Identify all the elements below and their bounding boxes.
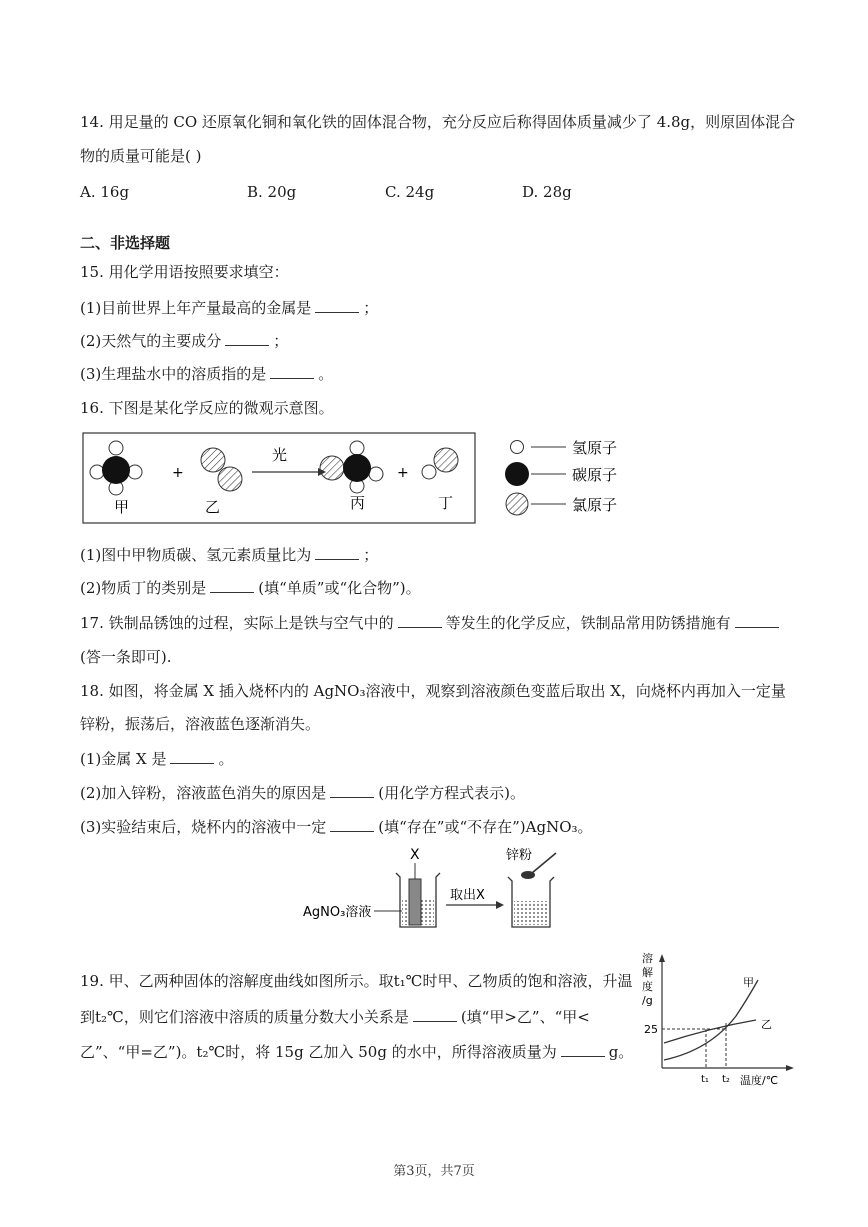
q15-part2-end: ； — [273, 332, 289, 350]
experiment-figure — [300, 843, 580, 933]
reaction-condition: 光 — [272, 446, 288, 464]
y-tick-25: 25 — [644, 1023, 658, 1036]
curve-yi-label: 乙 — [761, 1018, 772, 1031]
q19-line3 — [80, 1042, 633, 1062]
plus-1: + — [172, 465, 184, 481]
label-bing: 丙 — [350, 494, 366, 512]
q18-line2: 锌粉，振荡后，溶液蓝色逐渐消失。 — [80, 715, 321, 733]
q15-part2-text: (2)天然气的主要成分 — [80, 332, 222, 350]
answer-blank — [170, 749, 214, 764]
q16-part1 — [80, 545, 378, 565]
legend-hydrogen: 氢原子 — [572, 439, 618, 457]
zinc-label: 锌粉 — [506, 848, 533, 863]
q17-line1-b: 等发生的化学反应，铁制品常用防锈措施有 — [445, 614, 731, 632]
q15-part2 — [80, 331, 288, 351]
molecule-bing — [320, 441, 383, 493]
answer-blank — [330, 817, 374, 832]
solubility-graph — [640, 950, 800, 1090]
q14-line2: 物的质量可能是( ) — [80, 147, 202, 165]
y-label-4: /g — [642, 994, 653, 1007]
q19-line2 — [80, 1007, 590, 1027]
q17-line2: (答一条即可). — [80, 648, 172, 666]
q19-line2-b: (填“甲>乙”、“甲< — [460, 1008, 590, 1026]
q17-line1-a: 17. 铁制品锈蚀的过程，实际上是铁与空气中的 — [80, 614, 394, 632]
q14-option-b: B. 20g — [247, 183, 297, 201]
q18-part3-text: (3)实验结束后，烧杯内的溶液中一定 — [80, 818, 327, 836]
q14-line1: 14. 用足量的 CO 还原氧化铜和氧化铁的固体混合物，充分反应后称得固体质量减少了 4.8g，则原固体混合 — [80, 113, 796, 131]
q14-option-a: A. 16g — [80, 183, 130, 201]
curve-jia-label: 甲 — [743, 976, 754, 989]
q16-part1-end: ； — [363, 546, 379, 564]
q14-option-d: D. 28g — [522, 183, 572, 201]
plus-2: + — [397, 465, 409, 481]
q14-option-c: C. 24g — [385, 183, 435, 201]
legend-chlorine: 氯原子 — [572, 496, 618, 514]
q18-line1: 18. 如图，将金属 X 插入烧杯内的 AgNO₃溶液中，观察到溶液颜色变蓝后取出 X，向烧杯内再加入一定量 — [80, 682, 786, 700]
molecule-ding — [422, 448, 458, 479]
q18-part1 — [80, 749, 233, 769]
q15-part3 — [80, 364, 333, 384]
answer-blank — [561, 1042, 605, 1057]
answer-blank — [315, 298, 359, 313]
q19-line2-a: 到t₂℃，则它们溶液中溶质的质量分数大小关系是 — [80, 1008, 409, 1026]
label-yi: 乙 — [205, 498, 221, 516]
q16-stem: 16. 下图是某化学反应的微观示意图。 — [80, 399, 334, 417]
answer-blank — [413, 1007, 457, 1022]
diagram-legend — [505, 439, 617, 515]
arrow-label: 取出X — [450, 888, 485, 903]
q19-line1: 19. 甲、乙两种固体的溶解度曲线如图所示。取t₁℃时甲、乙物质的饱和溶液，升温 — [80, 972, 633, 990]
answer-blank — [735, 613, 779, 628]
page-footer: 第3页，共7页 — [393, 1164, 475, 1179]
answer-blank — [398, 613, 442, 628]
reaction-diagram — [80, 430, 640, 530]
q16-part2-text: (2)物质丁的类别是 — [80, 579, 207, 597]
q15-part3-text: (3)生理盐水中的溶质指的是 — [80, 365, 267, 383]
y-label-1: 溶 — [642, 952, 653, 965]
x-tick-t2: t₂ — [722, 1074, 730, 1085]
q17-line1 — [80, 613, 783, 633]
q19-line3-a: 乙”、“甲=乙”)。t₂℃时，将 15g 乙加入 50g 的水中，所得溶液质量为 — [80, 1043, 557, 1061]
label-ding: 丁 — [438, 494, 454, 512]
q18-part2-text: (2)加入锌粉，溶液蓝色消失的原因是 — [80, 784, 327, 802]
q15-part3-end: 。 — [318, 365, 334, 383]
beaker-1 — [396, 873, 440, 927]
q16-part2 — [80, 578, 421, 598]
q19-line3-b: g。 — [608, 1043, 634, 1061]
q18-part1-text: (1)金属 X 是 — [80, 750, 167, 768]
label-jia: 甲 — [114, 498, 130, 516]
beaker-2 — [508, 877, 554, 927]
q16-part1-text: (1)图中甲物质碳、氢元素质量比为 — [80, 546, 312, 564]
metal-label: X — [410, 847, 420, 863]
molecule-yi — [201, 448, 242, 491]
answer-blank — [330, 783, 374, 798]
curve-jia — [664, 980, 758, 1060]
molecule-jia — [90, 441, 142, 495]
answer-blank — [210, 578, 254, 593]
y-label-2: 解 — [642, 966, 653, 979]
solution-label: AgNO₃溶液 — [303, 905, 372, 920]
q15-part1-end: ； — [363, 299, 379, 317]
q18-part3 — [80, 817, 593, 837]
q18-part2 — [80, 783, 525, 803]
q15-stem: 15. 用化学用语按照要求填空： — [80, 263, 289, 281]
answer-blank — [270, 364, 314, 379]
answer-blank — [225, 331, 269, 346]
q15-part1 — [80, 298, 378, 318]
section-title: 二、非选择题 — [80, 234, 171, 252]
q18-part1-end: 。 — [218, 750, 234, 768]
y-label-3: 度 — [642, 980, 653, 993]
legend-carbon: 碳原子 — [572, 466, 618, 484]
x-tick-t1: t₁ — [701, 1074, 709, 1085]
x-axis-label: 温度/℃ — [740, 1074, 779, 1087]
q18-part3-end: (填“存在”或“不存在”)AgNO₃。 — [378, 818, 593, 836]
q18-part2-end: (用化学方程式表示)。 — [378, 784, 525, 802]
curve-yi — [664, 1020, 756, 1043]
answer-blank — [315, 545, 359, 560]
q16-part2-end: (填“单质”或“化合物”)。 — [258, 579, 421, 597]
q15-part1-text: (1)目前世界上年产量最高的金属是 — [80, 299, 312, 317]
